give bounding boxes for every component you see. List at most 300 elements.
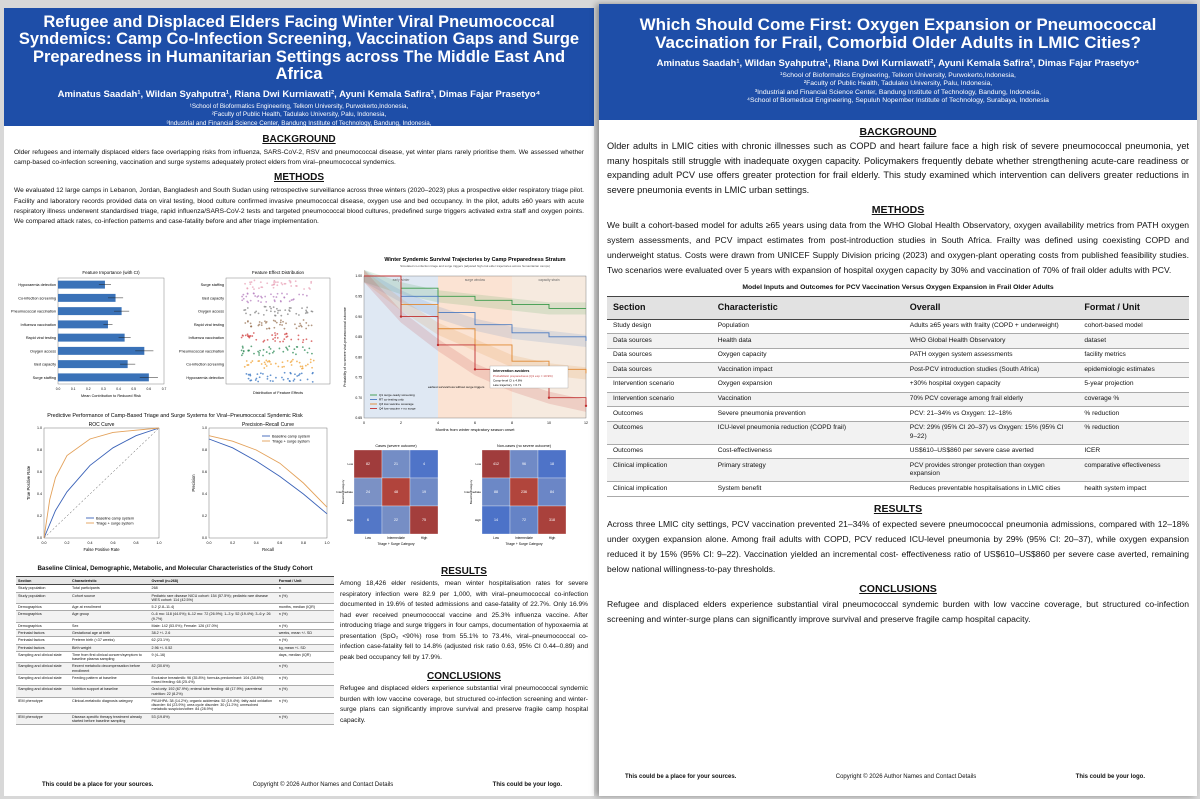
footer-logo: This could be your logo.: [492, 782, 562, 788]
scatter-point: [296, 327, 298, 329]
table-cell: Outcomes: [607, 407, 712, 422]
scatter-point: [306, 311, 308, 313]
axis-label: Precision: [191, 474, 196, 492]
table-cell: Cohort source: [70, 592, 150, 604]
table-row: [16, 611, 334, 623]
category-label: Rapid viral testing: [25, 336, 56, 341]
left-results-text: Among 18,426 elder residents, mean winter hospitalisation rates for severe respiratory infection were 82.9 per 1,000, with viral–pneumococcal co-infection documented in 19.6% of tested admissions and case-fatality of 22.7%. Only 16.9% had ever received pneumococcal vaccine and 25.3% influenza vaccine. After introducing triage and surge triggers in four camps, documentation of hypoxaemia at presentation (SpO₂ <90%) rose from 55.1% to 73.4%, viral–pneumococcal co- infection case-fatality fell to 14.8% (adjusted risk ratio 0.63, 95% CI 0.44–0.89) and peak bed occupancy fell by 17.9%.: [340, 580, 588, 661]
scatter-point: [283, 338, 285, 340]
table-cell: epidemiologic estimates: [1078, 363, 1189, 378]
scatter-point: [263, 349, 265, 351]
table-cell: Reduces preventable hospitalisations in LMIC cities: [904, 482, 1079, 497]
tick-label: 0.2: [64, 541, 70, 545]
scatter-point: [260, 296, 262, 298]
axis-label: Baseline Category: [469, 479, 473, 505]
chart-subtitle: Simulated co-infection triage and surge triggers (adjusted high-risk elder trajectories across humanitarian camps): [400, 264, 550, 268]
table-cell: Population: [712, 319, 904, 334]
scatter-point: [249, 283, 251, 285]
scatter-point: [296, 346, 298, 348]
right-conclusions-heading: CONCLUSIONS: [859, 582, 937, 595]
scatter-point: [311, 340, 313, 342]
scatter-point: [311, 367, 313, 369]
tick-label: 1.0: [37, 426, 42, 431]
scatter-point: [307, 379, 309, 381]
table-cell: Study population: [16, 592, 70, 604]
table-cell: PATH oxygen system assessments: [904, 348, 1079, 363]
scatter-point: [257, 351, 259, 353]
scatter-point: [298, 294, 300, 296]
feature-effect-chart: [174, 266, 336, 406]
scatter-point: [298, 334, 300, 336]
table-cell: ICU-level pneumonia reduction (COPD frail): [712, 421, 904, 444]
scatter-point: [300, 379, 302, 381]
scatter-point: [272, 352, 274, 354]
heatmap-value: 14: [494, 518, 498, 523]
tick-label: 0.75: [355, 375, 362, 380]
heatmap-value: 96: [522, 462, 526, 467]
heatmap-value: 88: [494, 490, 498, 495]
plot-frame: [58, 278, 164, 384]
table-row: [607, 421, 1189, 444]
left-poster-title: Refugee and Displaced Elders Facing Winter Viral Pneumococcal Syndemics: Camp Co-Infection Screening, Vaccination Gaps and Surge Preparedness in Humanitarian Settings across The Middle East And Africa: [18, 13, 580, 83]
scatter-point: [299, 362, 301, 364]
table-cell: 53 (19.8%): [150, 713, 277, 725]
scatter-point: [276, 284, 278, 286]
category-label: Surge staffing: [200, 283, 224, 288]
table-row: [607, 482, 1189, 497]
tick-label: 6: [474, 421, 476, 425]
tick-label: Low: [347, 462, 353, 466]
tick-label: 0.0: [37, 536, 42, 541]
scatter-point: [301, 372, 303, 374]
tick-label: 0.0: [202, 536, 207, 541]
scatter-point: [257, 295, 259, 297]
table-cell: n (%): [277, 622, 334, 629]
scatter-point: [247, 333, 249, 335]
left-results-section: [340, 566, 588, 727]
scatter-point: [289, 380, 291, 382]
table-cell: Data sources: [607, 334, 712, 349]
right-methods-heading: METHODS: [871, 203, 925, 216]
annotation-text: Probabilistic preparedness (Q1 exp = 10.9%): [493, 374, 553, 378]
scatter-point: [279, 348, 281, 350]
table-cell: 268: [150, 585, 277, 592]
category-label: Co-infection screening: [18, 296, 56, 301]
table-row: [16, 663, 334, 675]
scatter-point: [275, 363, 277, 365]
tick-label: 1.0: [156, 541, 162, 545]
table-cell: Age at enrollment: [70, 604, 150, 611]
scatter-point: [295, 280, 297, 282]
scatter-point: [263, 367, 265, 369]
table-cell: cohort-based model: [1078, 319, 1189, 334]
table-cell: Study design: [607, 319, 712, 334]
scatter-point: [301, 307, 303, 309]
scatter-point: [251, 335, 253, 337]
table-cell: Disease-specific therapy treatment already started before baseline sampling: [70, 713, 150, 725]
table-cell: ICER: [1078, 444, 1189, 459]
table-cell: % reduction: [1078, 421, 1189, 444]
scatter-point: [306, 307, 308, 309]
scatter-point: [256, 373, 258, 375]
tick-label: Intermediate: [515, 536, 533, 540]
scatter-point: [249, 314, 251, 316]
scatter-point: [279, 309, 281, 311]
table-cell: Primary strategy: [712, 459, 904, 482]
affiliation-line: ²Faculty of Public Health, Tadulako University, Palu, Indonesia,: [803, 80, 993, 88]
tick-label: 0.80: [355, 355, 362, 360]
scatter-point: [274, 299, 276, 301]
scatter-point: [249, 374, 251, 376]
tick-label: 0.4: [37, 492, 42, 497]
table-header-row: [607, 297, 1189, 320]
table-cell: n (%): [277, 663, 334, 675]
table-cell: weeks, mean +/- SD: [277, 630, 334, 637]
scatter-point: [263, 340, 265, 342]
scatter-point: [267, 378, 269, 380]
table-row: [607, 377, 1189, 392]
tick-label: 8: [511, 421, 513, 425]
tick-label: 0.6: [110, 541, 116, 545]
tick-label: 10: [547, 421, 551, 425]
scatter-point: [290, 307, 292, 309]
scatter-point: [244, 283, 246, 285]
scatter-point: [285, 336, 287, 338]
scatter-point: [310, 359, 312, 361]
tick-label: 0.6: [202, 470, 207, 475]
table-cell: n (%): [277, 637, 334, 644]
scatter-point: [247, 320, 249, 322]
table-cell: Feeding pattern at baseline: [70, 674, 150, 686]
scatter-point: [281, 324, 283, 326]
affiliation-line: ¹School of Bioformatics Engineering, Telkom University, Purwokerto,Indonesia,: [189, 103, 409, 111]
scatter-point: [281, 377, 283, 379]
scatter-point: [264, 362, 266, 364]
right-background-heading: BACKGROUND: [859, 126, 937, 138]
table-cell: Post-PCV introduction studies (South Africa): [904, 363, 1079, 378]
table-header-row: [16, 577, 334, 585]
category-label: Influenza vaccination: [20, 322, 56, 327]
scatter-point: [310, 361, 312, 363]
scatter-point: [245, 312, 247, 314]
tick-label: 0.8: [202, 448, 207, 453]
scatter-point: [255, 379, 257, 381]
tick-label: 0.4: [87, 541, 93, 545]
scatter-point: [266, 351, 268, 353]
table-cell: n (%): [277, 674, 334, 686]
scatter-point: [311, 373, 313, 375]
table-cell: n (%): [277, 686, 334, 698]
table-row: [16, 686, 334, 698]
tick-label: 1.00: [355, 274, 362, 279]
right-footer: [625, 774, 1145, 780]
scatter-point: [280, 315, 282, 317]
affiliation-line: ¹School of Bioformatics Engineering, Telkom University, Purwokerto,Indonesia,: [780, 71, 1016, 79]
scatter-point: [308, 287, 310, 289]
scatter-point: [296, 375, 298, 377]
tick-label: 0.7: [161, 387, 167, 391]
tick-label: 0.1: [70, 387, 76, 391]
tick-label: High: [548, 536, 556, 540]
scatter-point: [241, 350, 243, 352]
tick-label: 0.6: [146, 387, 152, 391]
scatter-point: [266, 309, 268, 311]
feature-importance-chart: [11, 266, 172, 406]
scatter-point: [254, 312, 256, 314]
scatter-point: [259, 350, 261, 352]
scatter-point: [311, 324, 313, 326]
legend-label: Baseline camp system: [272, 434, 310, 439]
table-cell: Vaccination impact: [712, 363, 904, 378]
table-cell: Demographics: [16, 611, 70, 623]
table-row: [16, 697, 334, 713]
panel-title: Cases (severe outcome): [375, 444, 417, 448]
scatter-point: [302, 346, 304, 348]
scatter-point: [243, 298, 245, 300]
scatter-point: [263, 314, 265, 316]
scatter-point: [312, 381, 314, 383]
table-row: [607, 459, 1189, 482]
table-cell: Data sources: [607, 363, 712, 378]
legend-label: Baseline camp system: [96, 516, 134, 521]
data-point: [548, 397, 550, 399]
scatter-point: [277, 281, 279, 283]
table-cell: Clinical implication: [607, 459, 712, 482]
axis-label: Distribution of Feature Effects: [253, 391, 303, 395]
scatter-point: [282, 361, 284, 363]
column-header: Overall (n=268): [150, 577, 277, 585]
table-cell: Study population: [16, 585, 70, 592]
scatter-point: [267, 361, 269, 363]
scatter-point: [287, 313, 289, 315]
scatter-point: [280, 321, 282, 323]
scatter-point: [253, 353, 255, 355]
table-row: [16, 604, 334, 611]
left-methods-text: We evaluated 12 large camps in Lebanon, Jordan, Bangladesh and South Sudan using retrospective surveillance across three winters (2020–2023) plus a prospective elder respiratory triage pilot. Facility and laboratory records provided data on viral testing, blood culture confirmed invasive pneumococcal disease, oxygen use and bed occupancy. In the pilot, adults ≥60 years with acute respiratory illness underwent standardised triage, rapid influenza/SARS-CoV-2 tests and targeted pneumococcal blood cultures, predefined surge triggers activated extra staff and oxygen points. We compared attack rates, co-infection patterns and case-fatality before and after triage implementation.: [14, 187, 584, 226]
column-header: Characteristic: [712, 297, 904, 320]
scatter-point: [295, 353, 297, 355]
table-cell: Sex: [70, 622, 150, 629]
scatter-point: [302, 367, 304, 369]
axis-label: Mean Contribution to Reduced Risk: [81, 394, 141, 398]
right-conclusions-text: Refugee and displaced elders experience substantial viral pneumococcal syndemic burden with low vaccine coverage, but structured co-infection screening and winter-surge plans can significantly improve survival and preserve fragile camp hospital capacity.: [607, 598, 1189, 624]
scatter-point: [291, 299, 293, 301]
table-cell: Gestational age at birth: [70, 630, 150, 637]
tick-label: 0.8: [133, 541, 139, 545]
category-label: Hypoxaemia detection: [18, 283, 56, 288]
table-cell: Perinatal factors: [16, 630, 70, 637]
scatter-point: [267, 376, 269, 378]
scatter-point: [260, 372, 262, 374]
scatter-point: [276, 308, 278, 310]
scatter-point: [300, 325, 302, 327]
scatter-point: [270, 293, 272, 295]
scatter-point: [245, 296, 247, 298]
table-cell: 9 (4–16): [150, 651, 277, 663]
scatter-point: [299, 373, 301, 375]
scatter-point: [274, 320, 276, 322]
axis-label: Probability of no severe viral-pneumococcal outcome: [343, 307, 347, 387]
table-cell: Severe pneumonia prevention: [712, 407, 904, 422]
arrow-annotation: earliest survival loss without surge triggers: [428, 385, 485, 389]
scatter-point: [287, 349, 289, 351]
scatter-point: [243, 351, 245, 353]
bar: [58, 294, 116, 302]
table-cell: n (%): [277, 697, 334, 713]
tick-label: 4: [437, 421, 439, 425]
scatter-point: [289, 372, 291, 374]
table-row: [16, 651, 334, 663]
heatmap-value: 19: [422, 490, 426, 495]
heatmap-value: 21: [394, 462, 398, 467]
table-cell: % reduction: [1078, 407, 1189, 422]
scatter-point: [279, 324, 281, 326]
right-results-text: Across three LMIC city settings, PCV vaccination prevented 21–34% of expected severe pneumococcal pneumonia admissions, compared with 12–18% under oxygen expansion alone. Among frail adults with COPD, PCV reduced ICU-level pneumonia by 29% (95% CI: 20–37), while oxygen expansion reduced it by 15% (95% CI: 9–22). Vaccination yielded an incremental cost- effectiveness ratio of US$610–US$860 per severe case averted, remaining below national willingness-to-pay thresholds.: [607, 519, 1189, 574]
heatmap-value: 4: [423, 462, 425, 467]
scatter-point: [303, 288, 305, 290]
legend-label: Triage + surge system: [272, 439, 310, 444]
scatter-point: [259, 376, 261, 378]
scatter-point: [273, 296, 275, 298]
phase-label: surge window: [464, 278, 486, 282]
scatter-point: [247, 307, 249, 309]
axis-label: Baseline Category: [341, 479, 345, 505]
right-model-table: [607, 296, 1189, 497]
table-row: [16, 630, 334, 637]
scatter-point: [258, 354, 260, 356]
scatter-point: [241, 354, 243, 356]
tick-label: 0.2: [230, 541, 236, 545]
data-point: [585, 405, 587, 407]
scatter-point: [267, 339, 269, 341]
tick-label: 1.0: [324, 541, 330, 545]
table-cell: Recent metabolic decompensation before enrollment: [70, 663, 150, 675]
tick-label: 0.4: [202, 492, 207, 497]
tick-label: 1.0: [202, 426, 207, 431]
series-line: [209, 439, 327, 514]
scatter-point: [245, 334, 247, 336]
scatter-point: [282, 321, 284, 323]
bar: [58, 307, 122, 315]
scatter-point: [270, 308, 272, 310]
tick-label: High: [420, 536, 428, 540]
right-methods-text: We built a cohort-based model for adults ≥65 years using data from the WHO Global Health Observatory, oxygen availability metrics from PATH oxygen system assessments, and PCV impact estimates from post-introduction studies in South Africa. Frailty was defined using coexisting COPD and underweight status. Costs were drawn from UNICEF Supply Division pricing (2023) and oxygen-plant operating costs from published feasibility studies. Two scenarios were evaluated over 5 years with expansion of hospital oxygen capacity by 30% and vaccination of 70% of frail older adults with PCV.: [607, 219, 1189, 275]
tick-label: 0.4: [253, 541, 259, 545]
scatter-point: [248, 378, 250, 380]
table-row: [16, 622, 334, 629]
chart-title: Feature Effect Distribution: [252, 270, 304, 275]
scatter-point: [298, 325, 300, 327]
left-background-heading: BACKGROUND: [262, 134, 336, 145]
table-cell: Clinical implication: [607, 482, 712, 497]
affiliation-line: ³Industrial and Financial Science Center, Bandung Institute of Technology, Bandung, Indonesia,: [754, 88, 1042, 96]
scatter-point: [282, 351, 284, 353]
table-cell: Sampling and clinical state: [16, 686, 70, 698]
table-cell: Male: 142 (53.0%); Female: 126 (47.0%): [150, 622, 277, 629]
bar: [58, 347, 144, 355]
scatter-point: [294, 323, 296, 325]
table-cell: Nutrition support at baseline: [70, 686, 150, 698]
scatter-point: [270, 374, 272, 376]
scatter-point: [281, 282, 283, 284]
scatter-point: [262, 373, 264, 375]
tick-label: 2: [400, 421, 402, 425]
bar: [58, 373, 149, 381]
table-cell: +30% hospital oxygen capacity: [904, 377, 1079, 392]
scatter-point: [250, 300, 252, 302]
scatter-point: [281, 293, 283, 295]
heatmap-value: 18: [550, 462, 554, 467]
scatter-point: [277, 293, 279, 295]
tick-label: 0.3: [101, 387, 106, 391]
scatter-point: [290, 285, 292, 287]
scatter-point: [250, 325, 252, 327]
scatter-point: [242, 334, 244, 336]
table-cell: facility metrics: [1078, 348, 1189, 363]
tick-label: Low: [493, 536, 499, 540]
scatter-point: [302, 366, 304, 368]
table-cell: Oral only: 192 (67.9%); enteral tube feeding: 48 (17.9%); parenteral nutrition: 22 (8.2%): [150, 686, 277, 698]
affiliation-line: ⁴School of Biomedical Engineering, Sepuluh Nopember Institute of Technology, Surabaya, Indonesia: [747, 97, 1049, 105]
scatter-point: [311, 310, 313, 312]
right-author-list: Aminatus Saadah¹, Wildan Syahputra¹, Riana Dwi Kurniawati², Ayuni Kemala Safira³, Dimas Fajar Prasetyo⁴: [656, 57, 1140, 69]
scatter-point: [258, 312, 260, 314]
table-cell: Health data: [712, 334, 904, 349]
tick-label: High: [474, 518, 481, 522]
scatter-point: [295, 313, 297, 315]
data-point: [437, 344, 439, 346]
tick-label: 0.0: [55, 387, 61, 391]
table-cell: Data sources: [607, 348, 712, 363]
table-cell: Cost-effectiveness: [712, 444, 904, 459]
scatter-point: [297, 339, 299, 341]
scatter-point: [261, 324, 263, 326]
scatter-point: [271, 334, 273, 336]
tick-label: 0.6: [277, 541, 283, 545]
scatter-point: [273, 306, 275, 308]
table-cell: WHO Global Health Observatory: [904, 334, 1079, 349]
tick-label: 0.85: [355, 335, 362, 340]
table-cell: Demographics: [16, 622, 70, 629]
table-cell: 38.2 +/- 2.6: [150, 630, 277, 637]
scatter-point: [258, 360, 260, 362]
bar: [58, 334, 125, 342]
scatter-point: [250, 345, 252, 347]
tick-label: 0.0: [206, 541, 212, 545]
column-header: Overall: [904, 297, 1079, 320]
footer-copyright: Copyright © 2026 Author Names and Contact Details: [252, 782, 394, 788]
table-row: [607, 348, 1189, 363]
affiliation-line: ²Faculty of Public Health, Tadulako University, Palu, Indonesia,: [211, 111, 387, 119]
scatter-point: [280, 301, 282, 303]
scatter-point: [274, 311, 276, 313]
scatter-point: [266, 365, 268, 367]
tick-label: 0.90: [355, 314, 362, 319]
table-cell: Adults ≥65 years with frailty (COPD + underweight): [904, 319, 1079, 334]
heatmap-value: 318: [549, 518, 555, 523]
scatter-point: [289, 300, 291, 302]
affiliation-line: ⁴School of Biomedical Engineering, Sepuluh Nopember Institute of Technology, Surabaya, Indonesia: [159, 127, 439, 135]
right-results-heading: RESULTS: [873, 503, 923, 515]
scatter-point: [306, 295, 308, 297]
category-label: Rapid viral testing: [193, 322, 224, 327]
tick-label: Low: [365, 536, 371, 540]
scatter-point: [265, 301, 267, 303]
table-cell: 70% PCV coverage among frail elderly: [904, 392, 1079, 407]
scatter-point: [253, 288, 255, 290]
scatter-point: [277, 337, 279, 339]
footer-copyright: Copyright © 2026 Author Names and Contact Details: [835, 774, 977, 780]
